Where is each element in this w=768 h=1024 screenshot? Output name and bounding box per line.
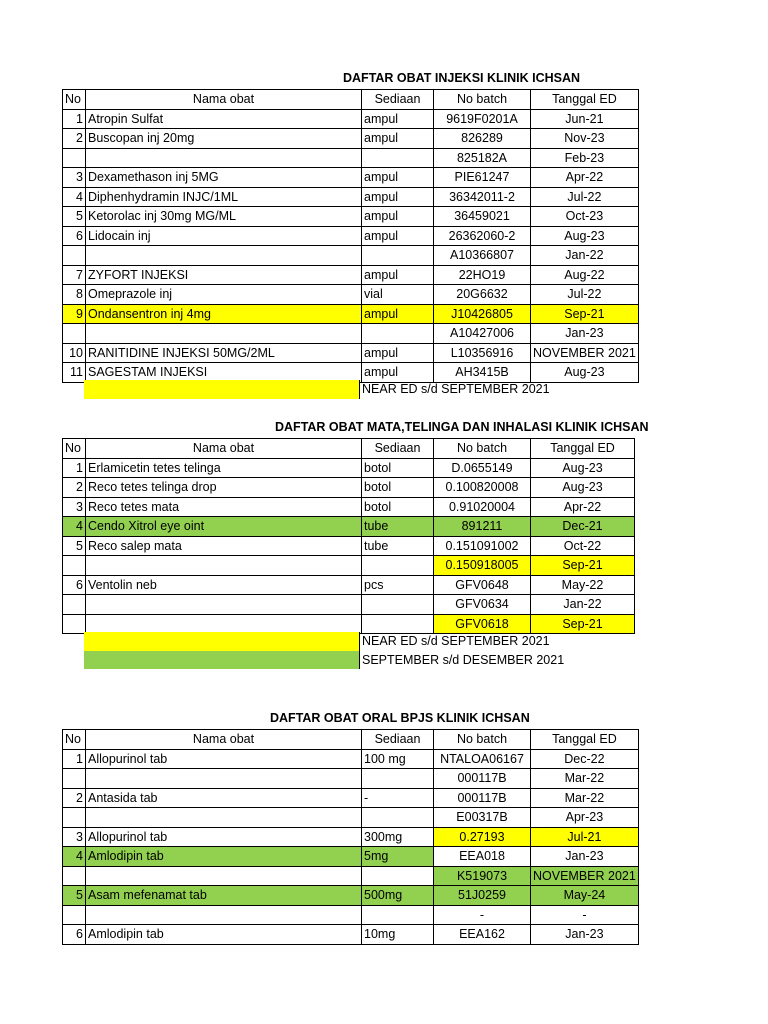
cell-expiry: Aug-23 — [531, 458, 635, 478]
cell-drug-name: Ondansentron inj 4mg — [86, 304, 362, 324]
cell-sediaan — [362, 769, 434, 789]
cell-sediaan — [362, 148, 434, 168]
cell-drug-name: Amlodipin tab — [86, 847, 362, 867]
table-row — [63, 847, 639, 867]
cell-batch: 826289 — [434, 129, 531, 149]
cell-batch: 0.150918005 — [434, 556, 531, 576]
column-header: No batch — [434, 439, 531, 459]
cell-expiry: Jan-23 — [531, 324, 639, 344]
cell-expiry: Aug-23 — [531, 478, 635, 498]
table-row — [63, 285, 639, 305]
column-header: Sediaan — [362, 439, 434, 459]
cell-sediaan: ampul — [362, 129, 434, 149]
cell-expiry: Jun-21 — [531, 109, 639, 129]
cell-batch: A10366807 — [434, 246, 531, 266]
cell-sediaan — [362, 614, 434, 634]
cell-expiry: Jul-21 — [531, 827, 639, 847]
cell-no: 5 — [63, 886, 86, 906]
cell-drug-name: SAGESTAM INJEKSI — [86, 363, 362, 383]
cell-no — [63, 556, 86, 576]
cell-sediaan: 500mg — [362, 886, 434, 906]
cell-no — [63, 595, 86, 615]
cell-no: 11 — [63, 363, 86, 383]
cell-no — [63, 614, 86, 634]
cell-expiry: NOVEMBER 2021 — [531, 866, 639, 886]
cell-sediaan: ampul — [362, 168, 434, 188]
cell-drug-name — [86, 556, 362, 576]
cell-no: 7 — [63, 265, 86, 285]
cell-expiry: Jul-22 — [531, 285, 639, 305]
cell-expiry: Feb-23 — [531, 148, 639, 168]
cell-no: 1 — [63, 749, 86, 769]
cell-sediaan: ampul — [362, 304, 434, 324]
cell-expiry: Nov-23 — [531, 129, 639, 149]
cell-expiry: Aug-22 — [531, 265, 639, 285]
column-header: Nama obat — [86, 730, 362, 750]
table-title: DAFTAR OBAT MATA,TELINGA DAN INHALASI KLINIK ICHSAN — [275, 420, 649, 434]
cell-no: 6 — [63, 575, 86, 595]
cell-expiry: Aug-23 — [531, 363, 639, 383]
legend-swatch — [84, 380, 360, 399]
cell-batch: GFV0648 — [434, 575, 531, 595]
cell-drug-name — [86, 595, 362, 615]
cell-no: 3 — [63, 497, 86, 517]
table-row — [63, 478, 635, 498]
cell-sediaan: 5mg — [362, 847, 434, 867]
cell-batch: 20G6632 — [434, 285, 531, 305]
table-row — [63, 497, 635, 517]
cell-expiry: Sep-21 — [531, 556, 635, 576]
cell-sediaan — [362, 246, 434, 266]
cell-no: 4 — [63, 517, 86, 537]
column-header: No — [63, 730, 86, 750]
cell-drug-name — [86, 246, 362, 266]
cell-expiry: May-22 — [531, 575, 635, 595]
table-row — [63, 246, 639, 266]
cell-drug-name: Lidocain inj — [86, 226, 362, 246]
cell-no: 9 — [63, 304, 86, 324]
cell-no: 2 — [63, 129, 86, 149]
table-row — [63, 886, 639, 906]
cell-batch: PIE61247 — [434, 168, 531, 188]
cell-no — [63, 808, 86, 828]
cell-no: 4 — [63, 847, 86, 867]
table-row — [63, 595, 635, 615]
cell-expiry: Apr-22 — [531, 168, 639, 188]
cell-drug-name: Antasida tab — [86, 788, 362, 808]
injection-drug-table — [62, 89, 639, 383]
cell-no: 5 — [63, 536, 86, 556]
cell-expiry: Oct-22 — [531, 536, 635, 556]
cell-no — [63, 148, 86, 168]
cell-no: 6 — [63, 226, 86, 246]
cell-no — [63, 769, 86, 789]
cell-drug-name: Buscopan inj 20mg — [86, 129, 362, 149]
cell-sediaan: botol — [362, 497, 434, 517]
table-row — [63, 749, 639, 769]
legend — [84, 632, 566, 669]
cell-batch: 22HO19 — [434, 265, 531, 285]
cell-no: 5 — [63, 207, 86, 227]
cell-batch: EEA018 — [434, 847, 531, 867]
cell-drug-name — [86, 905, 362, 925]
cell-no: 2 — [63, 788, 86, 808]
cell-batch: 000117B — [434, 769, 531, 789]
table-row — [63, 788, 639, 808]
cell-no: 3 — [63, 827, 86, 847]
cell-drug-name — [86, 614, 362, 634]
cell-expiry: Sep-21 — [531, 304, 639, 324]
table-row — [63, 207, 639, 227]
cell-batch: J10426805 — [434, 304, 531, 324]
cell-drug-name: Atropin Sulfat — [86, 109, 362, 129]
cell-expiry: Oct-23 — [531, 207, 639, 227]
column-header: Nama obat — [86, 90, 362, 110]
cell-no — [63, 866, 86, 886]
cell-batch: 000117B — [434, 788, 531, 808]
cell-sediaan — [362, 595, 434, 615]
cell-batch: 51J0259 — [434, 886, 531, 906]
table-row — [63, 808, 639, 828]
cell-sediaan: tube — [362, 517, 434, 537]
column-header: Tanggal ED — [531, 730, 639, 750]
cell-no: 1 — [63, 458, 86, 478]
cell-drug-name — [86, 324, 362, 344]
cell-drug-name: Amlodipin tab — [86, 925, 362, 945]
cell-expiry: Sep-21 — [531, 614, 635, 634]
cell-drug-name: Ketorolac inj 30mg MG/ML — [86, 207, 362, 227]
table-row — [63, 614, 635, 634]
cell-batch: - — [434, 905, 531, 925]
cell-batch: AH3415B — [434, 363, 531, 383]
cell-batch: K519073 — [434, 866, 531, 886]
table-row — [63, 866, 639, 886]
column-header: Sediaan — [362, 90, 434, 110]
legend-swatch — [84, 651, 360, 670]
legend-swatch — [84, 632, 360, 651]
cell-sediaan: botol — [362, 458, 434, 478]
cell-no — [63, 246, 86, 266]
cell-sediaan: ampul — [362, 207, 434, 227]
cell-sediaan: ampul — [362, 187, 434, 207]
cell-drug-name: Cendo Xitrol eye oint — [86, 517, 362, 537]
cell-sediaan: ampul — [362, 363, 434, 383]
table-row — [63, 769, 639, 789]
cell-drug-name: Erlamicetin tetes telinga — [86, 458, 362, 478]
cell-batch: GFV0634 — [434, 595, 531, 615]
cell-no — [63, 324, 86, 344]
legend-row — [84, 380, 552, 399]
table-row — [63, 536, 635, 556]
cell-no: 3 — [63, 168, 86, 188]
cell-drug-name: Reco tetes mata — [86, 497, 362, 517]
cell-drug-name — [86, 866, 362, 886]
cell-sediaan: - — [362, 788, 434, 808]
legend-text: NEAR ED s/d SEPTEMBER 2021 — [360, 632, 567, 651]
cell-sediaan: ampul — [362, 226, 434, 246]
cell-batch: L10356916 — [434, 343, 531, 363]
column-header: No — [63, 439, 86, 459]
cell-sediaan: pcs — [362, 575, 434, 595]
table-row — [63, 226, 639, 246]
cell-batch: E00317B — [434, 808, 531, 828]
table-row — [63, 168, 639, 188]
table-row — [63, 575, 635, 595]
cell-batch: 26362060-2 — [434, 226, 531, 246]
table-row — [63, 827, 639, 847]
cell-drug-name: ZYFORT INJEKSI — [86, 265, 362, 285]
table-row — [63, 148, 639, 168]
header-row — [63, 439, 635, 459]
oral-bpjs-drug-table — [62, 729, 639, 945]
cell-expiry: Jul-22 — [531, 187, 639, 207]
cell-no: 2 — [63, 478, 86, 498]
table-row — [63, 517, 635, 537]
cell-sediaan — [362, 324, 434, 344]
cell-batch: 0.91020004 — [434, 497, 531, 517]
column-header: Sediaan — [362, 730, 434, 750]
legend-row — [84, 651, 566, 670]
cell-expiry: Dec-21 — [531, 517, 635, 537]
cell-sediaan — [362, 808, 434, 828]
cell-expiry: Jan-22 — [531, 595, 635, 615]
legend — [84, 380, 552, 399]
cell-sediaan: 300mg — [362, 827, 434, 847]
cell-expiry: - — [531, 905, 639, 925]
cell-sediaan: tube — [362, 536, 434, 556]
cell-drug-name — [86, 148, 362, 168]
column-header: No batch — [434, 90, 531, 110]
table-row — [63, 556, 635, 576]
cell-expiry: Mar-22 — [531, 788, 639, 808]
cell-sediaan: vial — [362, 285, 434, 305]
table-row — [63, 187, 639, 207]
cell-drug-name: Dexamethason inj 5MG — [86, 168, 362, 188]
cell-batch: 0.27193 — [434, 827, 531, 847]
cell-sediaan — [362, 556, 434, 576]
cell-drug-name: Omeprazole inj — [86, 285, 362, 305]
cell-no: 6 — [63, 925, 86, 945]
cell-no: 8 — [63, 285, 86, 305]
legend-row — [84, 632, 566, 651]
column-header: No batch — [434, 730, 531, 750]
cell-drug-name — [86, 769, 362, 789]
table-row — [63, 265, 639, 285]
column-header: No — [63, 90, 86, 110]
cell-sediaan — [362, 905, 434, 925]
cell-batch: 9619F0201A — [434, 109, 531, 129]
cell-sediaan — [362, 866, 434, 886]
cell-sediaan: 100 mg — [362, 749, 434, 769]
cell-expiry: Apr-23 — [531, 808, 639, 828]
cell-batch: A10427006 — [434, 324, 531, 344]
cell-sediaan: ampul — [362, 343, 434, 363]
table-title: DAFTAR OBAT ORAL BPJS KLINIK ICHSAN — [270, 711, 530, 725]
cell-expiry: Dec-22 — [531, 749, 639, 769]
cell-no: 10 — [63, 343, 86, 363]
cell-expiry: Mar-22 — [531, 769, 639, 789]
cell-sediaan: ampul — [362, 265, 434, 285]
column-header: Nama obat — [86, 439, 362, 459]
cell-expiry: May-24 — [531, 886, 639, 906]
cell-batch: GFV0618 — [434, 614, 531, 634]
cell-batch: 825182A — [434, 148, 531, 168]
cell-batch: EEA162 — [434, 925, 531, 945]
cell-drug-name: Allopurinol tab — [86, 827, 362, 847]
table-row — [63, 304, 639, 324]
column-header: Tanggal ED — [531, 439, 635, 459]
cell-drug-name: Reco tetes telinga drop — [86, 478, 362, 498]
eye-ear-inhalation-drug-table — [62, 438, 635, 634]
cell-drug-name — [86, 808, 362, 828]
cell-batch: 36342011-2 — [434, 187, 531, 207]
header-row — [63, 90, 639, 110]
cell-expiry: Jan-23 — [531, 925, 639, 945]
cell-batch: 36459021 — [434, 207, 531, 227]
cell-no — [63, 905, 86, 925]
cell-expiry: Jan-22 — [531, 246, 639, 266]
cell-sediaan: ampul — [362, 109, 434, 129]
cell-sediaan: 10mg — [362, 925, 434, 945]
table-row — [63, 129, 639, 149]
cell-drug-name: Ventolin neb — [86, 575, 362, 595]
table-row — [63, 343, 639, 363]
cell-no: 4 — [63, 187, 86, 207]
cell-drug-name: RANITIDINE INJEKSI 50MG/2ML — [86, 343, 362, 363]
cell-expiry: NOVEMBER 2021 — [531, 343, 639, 363]
table-row — [63, 905, 639, 925]
cell-batch: 0.100820008 — [434, 478, 531, 498]
cell-expiry: Aug-23 — [531, 226, 639, 246]
table-row — [63, 324, 639, 344]
cell-expiry: Apr-22 — [531, 497, 635, 517]
cell-batch: 891211 — [434, 517, 531, 537]
cell-batch: D.0655149 — [434, 458, 531, 478]
cell-no: 1 — [63, 109, 86, 129]
table-row — [63, 925, 639, 945]
table-title: DAFTAR OBAT INJEKSI KLINIK ICHSAN — [343, 71, 581, 85]
cell-drug-name: Asam mefenamat tab — [86, 886, 362, 906]
header-row — [63, 730, 639, 750]
cell-sediaan: botol — [362, 478, 434, 498]
legend-text: SEPTEMBER s/d DESEMBER 2021 — [360, 651, 567, 670]
cell-drug-name: Allopurinol tab — [86, 749, 362, 769]
table-row — [63, 458, 635, 478]
table-row — [63, 109, 639, 129]
cell-expiry: Jan-23 — [531, 847, 639, 867]
cell-drug-name: Reco salep mata — [86, 536, 362, 556]
cell-batch: NTALOA06167 — [434, 749, 531, 769]
cell-drug-name: Diphenhydramin INJC/1ML — [86, 187, 362, 207]
cell-batch: 0.151091002 — [434, 536, 531, 556]
legend-text: NEAR ED s/d SEPTEMBER 2021 — [360, 380, 552, 399]
column-header: Tanggal ED — [531, 90, 639, 110]
